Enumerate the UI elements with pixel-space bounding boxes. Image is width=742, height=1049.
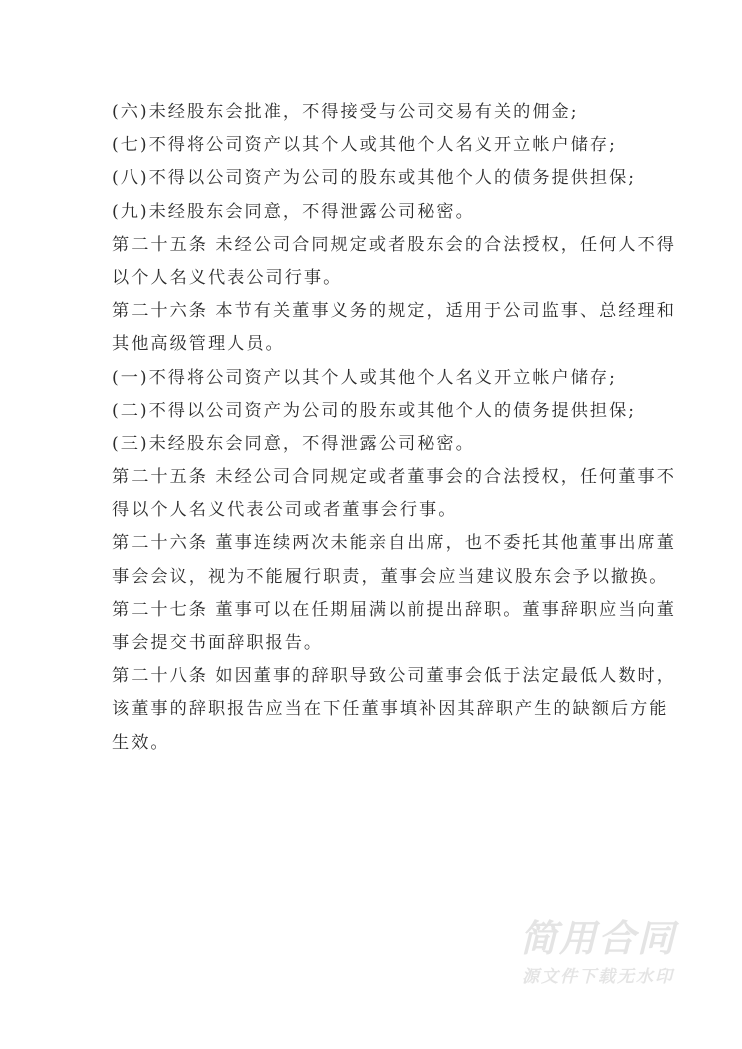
watermark-subtitle: 源文件下载无水印 xyxy=(522,967,674,987)
text-line: (八)不得以公司资产为公司的股东或其他个人的债务提供担保; xyxy=(112,168,637,189)
text-line: 得以个人名义代表公司或者董事会行事。 xyxy=(112,500,458,521)
text-line: 以个人名义代表公司行事。 xyxy=(112,267,343,288)
text-line: 生效。 xyxy=(112,732,170,753)
article-line: 第二十七条 董事可以在任期届满以前提出辞职。董事辞职应当向董 xyxy=(112,599,676,620)
text-line: (三)未经股东会同意，不得泄露公司秘密。 xyxy=(112,433,475,454)
text-line: 其他高级管理人员。 xyxy=(112,334,285,355)
article-line: 第二十六条 本节有关董事义务的规定，适用于公司监事、总经理和 xyxy=(112,301,676,322)
article-line: 第二十五条 未经公司合同规定或者董事会的合法授权，任何董事不 xyxy=(112,467,676,488)
document-body xyxy=(112,96,676,760)
text-line: (九)未经股东会同意，不得泄露公司秘密。 xyxy=(112,201,475,222)
article-line: 第二十六条 董事连续两次未能亲自出席，也不委托其他董事出席董 xyxy=(112,533,676,554)
watermark-title: 简用合同 xyxy=(520,917,676,960)
text-line: (二)不得以公司资产为公司的股东或其他个人的债务提供担保; xyxy=(112,400,637,421)
article-line: 第二十五条 未经公司合同规定或者股东会的合法授权，任何人不得 xyxy=(112,234,676,255)
text-line: (六)未经股东会批准，不得接受与公司交易有关的佣金; xyxy=(112,102,579,122)
text-line: (七)不得将公司资产以其个人或其他个人名义开立帐户储存; xyxy=(112,135,617,156)
text-line: 事会提交书面辞职报告。 xyxy=(112,633,324,653)
text-line: (一)不得将公司资产以其个人或其他个人名义开立帐户储存; xyxy=(112,367,617,388)
text-line: 事会会议，视为不能履行职责，董事会应当建议股东会予以撤换。 xyxy=(112,566,669,587)
watermark xyxy=(508,918,688,988)
text-line: 该董事的辞职报告应当在下任董事填补因其辞职产生的缺额后方能 xyxy=(112,699,669,720)
article-line: 第二十八条 如因董事的辞职导致公司董事会低于法定最低人数时， xyxy=(112,666,676,687)
